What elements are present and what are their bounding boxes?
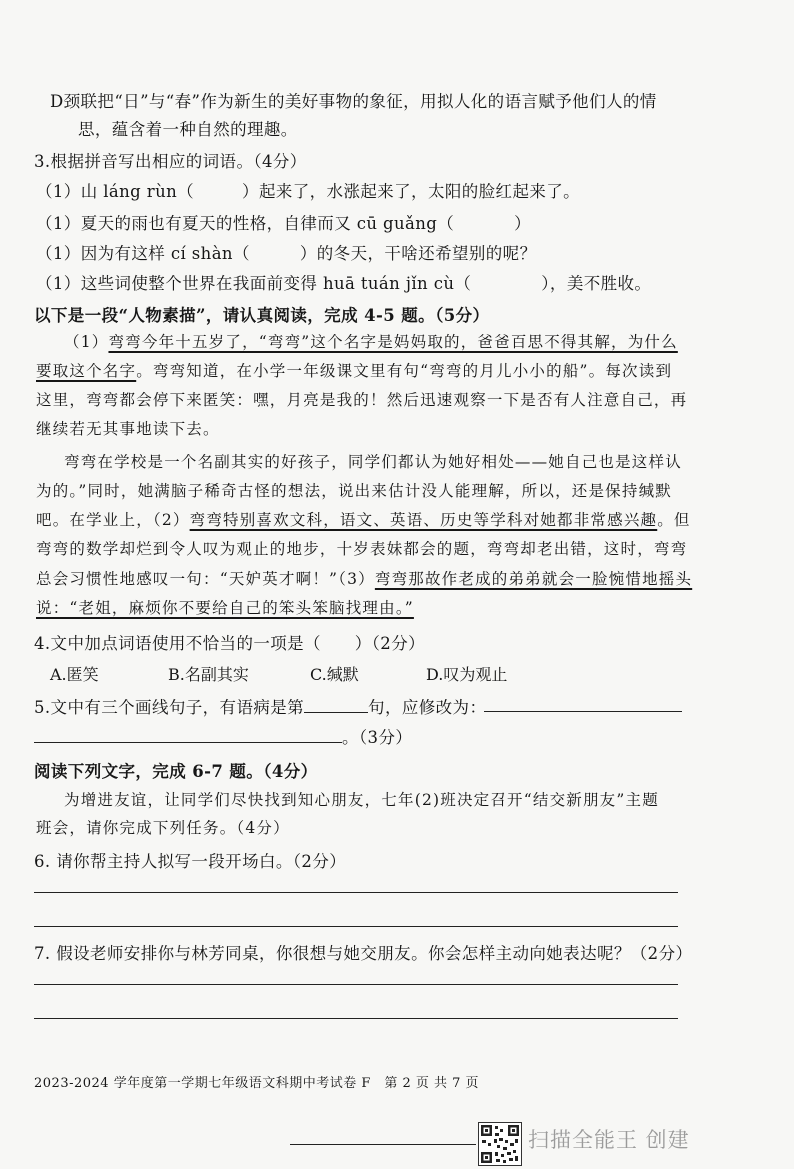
q4-option-b[interactable]: B.名副其实	[168, 665, 249, 684]
underlined-sentence-3b: 说：“老姐，麻烦你不要给自己的笨头笨脑找理由。”	[36, 599, 414, 617]
q5-answer-line-1[interactable]	[484, 711, 682, 712]
scanner-watermark: 扫描全能王 创建	[528, 1128, 690, 1152]
passage-p2-line3: 吧。在学业上，（2）弯弯特别喜欢文科，语文、英语、历史等学科对她都非常感兴趣。但	[36, 511, 691, 529]
underlined-sentence-1a: 弯弯今年十五岁了，“弯弯”这个名字是妈妈取的，爸爸百思不得其解，为什么	[108, 333, 678, 351]
passage-p1-line3: 这里，弯弯都会停下来匿笑：嘿，月亮是我的！然后迅速观察一下是否有人注意自己，再	[36, 391, 688, 409]
passage-p2-line1: 弯弯在学校是一个名副其实的好孩子，同学们都认为她好相处——她自己也是这样认	[64, 453, 682, 471]
q4-title: 4.文中加点词语使用不恰当的一项是（ ）（2分）	[34, 634, 425, 653]
passage-p2-line5: 总会习惯性地感叹一句：“天妒英才啊！”（3）弯弯那故作老成的弟弟就会一脸惋惜地摇头	[36, 570, 693, 588]
reading2-intro: 阅读下列文字，完成 6-7 题。（4分）	[34, 762, 318, 781]
passage-p1-line2: 要取这个名字。弯弯知道，在小学一年级课文里有句“弯弯的月儿小小的船”。每次读到	[36, 362, 673, 380]
underlined-sentence-2: 弯弯特别喜欢文科，语文、英语、历史等学科对她都非常感兴趣	[189, 511, 658, 529]
q2-option-d-line2: 思，蕴含着一种自然的理趣。	[78, 120, 298, 139]
reading2-line2: 班会，请你完成下列任务。（4分）	[36, 819, 290, 837]
reading2-line1: 为增进友谊，让同学们尽快找到知心朋友，七年(2)班决定召开“结交新朋友”主题	[64, 791, 659, 809]
q5-answer-line-2[interactable]	[34, 728, 342, 743]
passage-p1-line1: （1）弯弯今年十五岁了，“弯弯”这个名字是妈妈取的，爸爸百思不得其解，为什么	[64, 333, 678, 351]
qr-code-icon	[478, 1122, 522, 1166]
passage-p2-line6	[36, 596, 414, 618]
q7-answer-line-2[interactable]	[34, 1018, 678, 1019]
q6-answer-line-2[interactable]	[34, 926, 678, 927]
q3-item-4: （1）这些词使整个世界在我面前变得 huā tuán jǐn cù（ ），美不胜收。	[36, 274, 652, 293]
q4-option-d[interactable]: D.叹为观止	[426, 665, 508, 684]
q3-title: 3.根据拼音写出相应的词语。（4分）	[34, 152, 307, 171]
q2-option-d-line1: D颈联把“日”与“春”作为新生的美好事物的象征，用拟人化的语言赋予他们人的情	[50, 92, 657, 111]
passage-p1-line4: 继续若无其事地读下去。	[36, 420, 220, 438]
q3-item-2: （1）夏天的雨也有夏天的性格，自律而又 cū guǎng（ ）	[36, 214, 532, 233]
q5-sentence-blank[interactable]	[304, 698, 368, 713]
q4-option-c[interactable]: C.缄默	[310, 665, 359, 684]
q3-item-1: （1）山 láng rùn（ ）起来了，水涨起来了，太阳的脸红起来了。	[36, 182, 581, 201]
q5-line2: 。（3分）	[34, 724, 412, 748]
underlined-sentence-3a: 弯弯那故作老成的弟弟就会一脸惋惜地摇头	[374, 570, 693, 588]
q3-item-3: （1）因为有这样 cí shàn（ ）的冬天，干啥还希望别的呢？	[36, 244, 537, 263]
q4-option-a[interactable]: A.匿笑	[50, 665, 99, 684]
page-footer: 2023-2024 学年度第一学期七年级语文科期中考试卷 F 第 2 页 共 7 页	[34, 1076, 480, 1091]
q6-title: 6. 请你帮主持人拟写一段开场白。（2分）	[34, 852, 347, 871]
footer-divider	[290, 1144, 476, 1145]
q7-title: 7. 假设老师安排你与林芳同桌，你很想与她交朋友。你会怎样主动向她表达呢？（2分）	[34, 944, 693, 963]
q5-line1: 5.文中有三个画线句子，有语病是第 句，应修改为：	[34, 698, 487, 717]
reading1-intro: 以下是一段“人物素描”，请认真阅读，完成 4-5 题。（5分）	[34, 306, 490, 325]
q7-answer-line-1[interactable]	[34, 984, 678, 985]
underlined-sentence-1b: 要取这个名字	[36, 362, 137, 380]
passage-p2-line4: 弯弯的数学却烂到令人叹为观止的地步，十岁表妹都会的题，弯弯却老出错，这时，弯弯	[36, 540, 688, 558]
passage-p2-line2: 为的。”同时，她满脑子稀奇古怪的想法，说出来估计没人能理解，所以，还是保持缄默	[36, 482, 672, 500]
q6-answer-line-1[interactable]	[34, 892, 678, 893]
